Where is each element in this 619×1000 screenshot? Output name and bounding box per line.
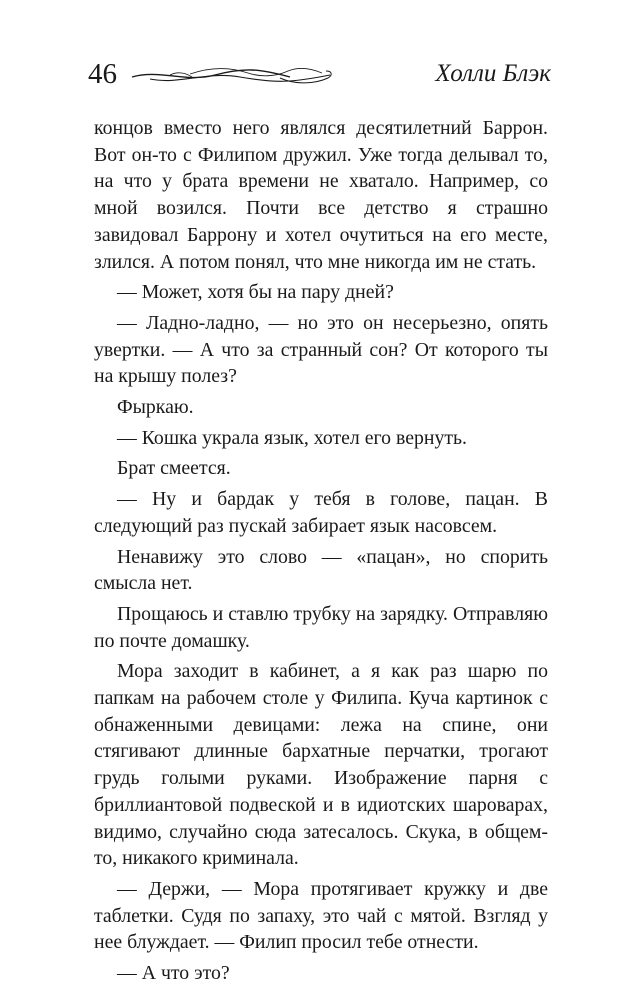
paragraph: Мора заходит в кабинет, а я как раз шарю по папкам на рабочем столе у Филипа. Куча картинок с обнаженными девицами: лежа на спине, они стягивают длинные бархатные перчатки, трогают грудь голыми руками. Изображение парня с бриллиантовой подвеской и в идиотских шароварах, видимо, случайно сюда затесалось. Скука, в общем-то, никакого криминала. [94,660,548,870]
running-header [88,56,551,96]
paragraph: — Ну и бардак у тебя в голове, пацан. В следующий раз пускай забирает язык насовсем. [94,488,548,537]
paragraph: — Держи, — Мора протягивает кружку и две таблетки. Судя по запаху, это чай с мятой. Взгляд у нее блуждает. — Филип просил тебе отнести. [94,877,548,954]
paragraph: концов вместо него являлся десятилетний Баррон. Вот он-то с Филипом дружил. Уже тогда делывал то, на что у брата времени не хватало. Например, со мной возился. Почти все детство я страшно завидовал Баррону и хотел очутиться на его месте, злился. А потом понял, что мне никогда им не стать. [94,117,548,273]
paragraph: Прощаюсь и ставлю трубку на зарядку. Отправляю по почте домашку. [94,602,548,652]
paragraph: Брат смеется. [117,457,231,480]
paragraph: Фыркаю. [117,396,194,419]
paragraph: Ненавижу это слово — «пацан», но спорить смысла нет. [94,545,548,595]
paragraph: — Ладно-ладно, — но это он несерьезно, опять увертки. — А что за странный сон? От которого ты на крышу полез? [94,311,548,388]
body-text [94,115,548,991]
ornamental-flourish-icon [130,65,335,87]
paragraph: — А что это? [117,962,230,985]
paragraph: — Кошка украла язык, хотел его вернуть. [117,426,467,449]
paragraph: — Может, хотя бы на пару дней? [117,281,394,304]
page-number: 46 [88,58,117,90]
author-name: Холли Блэк [435,60,551,87]
